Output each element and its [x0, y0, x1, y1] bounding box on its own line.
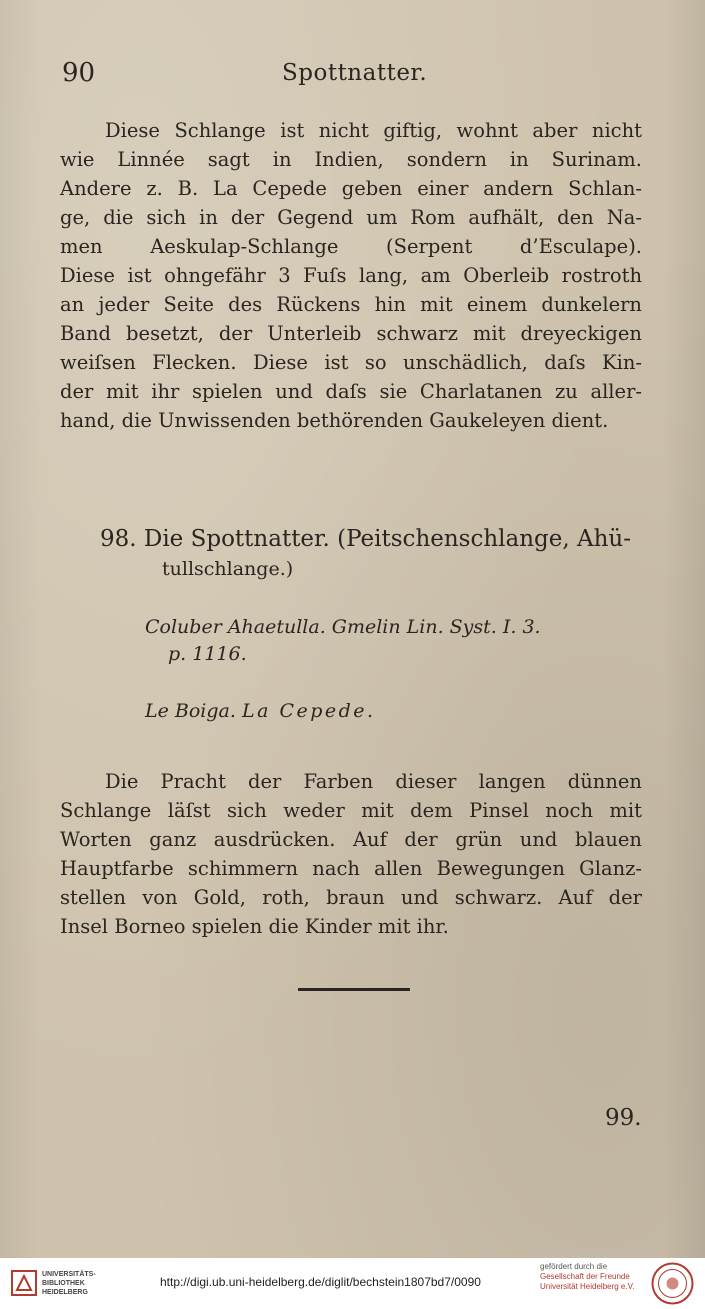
- text-line: Diese ist ohngefähr 3 Fuſs lang, am Oberleib rostroth: [60, 264, 642, 287]
- text-line: Worten ganz ausdrücken. Auf der grün und blauen: [60, 828, 642, 851]
- text-line: Die Pracht der Farben dieser langen dünnen: [105, 770, 642, 793]
- text-line: Insel Borneo spielen die Kinder mit ihr.: [60, 915, 449, 938]
- running-head: Spottnatter.: [282, 60, 428, 86]
- sponsor-line: gefördert durch die: [540, 1262, 608, 1271]
- page-number: 90: [62, 58, 96, 88]
- permalink-url[interactable]: http://digi.ub.uni-heidelberg.de/diglit/bechstein1807bd7/0090: [160, 1275, 481, 1289]
- sponsor-line: Gesellschaft der Freunde: [540, 1272, 630, 1281]
- university-library-logo-icon: [10, 1268, 38, 1298]
- catchword: 99.: [605, 1105, 642, 1131]
- text-line: Band besetzt, der Unterleib schwarz mit dreyeckigen: [60, 322, 642, 345]
- text-line: Andere z. B. La Cepede geben einer andern Schlan-: [60, 177, 642, 200]
- text-line: stellen von Gold, roth, braun und schwarz. Auf der: [60, 886, 642, 909]
- text-line: an jeder Seite des Rückens hin mit einem dunkelern: [60, 293, 642, 316]
- text-line: Schlange läſst sich weder mit dem Pinsel noch mit: [60, 799, 642, 822]
- entry-heading: [100, 524, 645, 584]
- library-name: [42, 1270, 96, 1297]
- text-line: ge, die sich in der Gegend um Rom aufhält, den Na-: [60, 206, 642, 229]
- text-line: Diese Schlange ist nicht giftig, wohnt aber nicht: [105, 119, 642, 142]
- text-line: weiſsen Flecken. Diese ist so unschädlich, daſs Kin-: [60, 351, 642, 374]
- entry-title-line: tullschlange.): [162, 558, 294, 580]
- library-name-line: HEIDELBERG: [42, 1289, 88, 1296]
- university-seal-icon: [650, 1261, 695, 1306]
- entry-title-line: 98. Die Spottnatter. (Peitschenschlange, Ahü-: [100, 526, 632, 552]
- text-line: men Aeskulap-Schlange (Serpent d’Esculape).: [60, 235, 642, 258]
- library-name-line: UNIVERSITÄTS-: [42, 1271, 96, 1278]
- sponsor-line: Universität Heidelberg e.V.: [540, 1282, 635, 1291]
- text-line: Hauptfarbe schimmern nach allen Bewegungen Glanz-: [60, 857, 642, 880]
- reference-line: p. 1116.: [168, 643, 247, 665]
- reference-line: Coluber Ahaetulla. Gmelin Lin. Syst. I. 3.: [145, 616, 541, 638]
- reference-title: Le Boiga.: [145, 700, 236, 722]
- paragraph-1: [60, 116, 642, 435]
- text-line: wie Linnée sagt in Indien, sondern in Surinam.: [60, 148, 642, 171]
- library-name-line: BIBLIOTHEK: [42, 1280, 85, 1287]
- reference-lacepede: [145, 698, 376, 725]
- paragraph-2: [60, 767, 642, 941]
- text-line: der mit ihr spielen und daſs sie Charlatanen zu aller-: [60, 380, 642, 403]
- reference-author: La Cepede.: [241, 700, 376, 722]
- section-divider: [298, 988, 410, 991]
- reference-gmelin: [145, 614, 645, 668]
- viewer-footer: [0, 1258, 705, 1309]
- text-line: hand, die Unwissenden bethörenden Gaukeleyen dient.: [60, 409, 609, 432]
- sponsor-credit: [540, 1262, 634, 1292]
